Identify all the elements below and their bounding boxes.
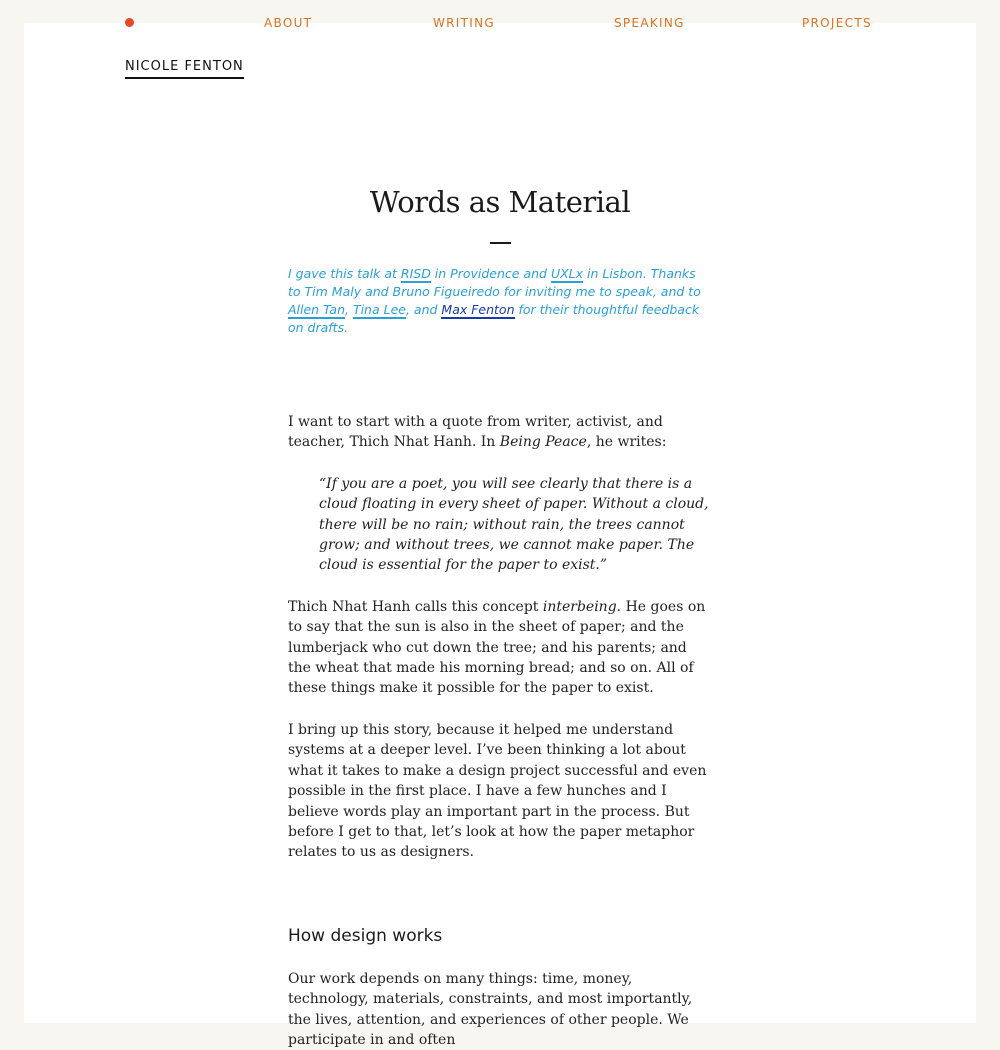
nav-item-projects[interactable]: PROJECTS [802, 16, 872, 30]
article [288, 180, 712, 1050]
paragraph-interbeing [288, 597, 712, 699]
max-fenton-link[interactable]: Max Fenton [441, 302, 515, 317]
credits-text: , [345, 302, 353, 317]
allen-tan-link[interactable]: Allen Tan [288, 302, 345, 317]
uxlx-link[interactable]: UXLx [550, 266, 584, 281]
page-title: Words as Material [369, 185, 631, 219]
credits-text: I gave this talk at [288, 266, 401, 281]
paragraph-design-works: Our work depends on many things: time, money, technology, materials, constraints, and most importantly, the lives, attention, and experiences of other people. We participate in and often [288, 970, 693, 1048]
top-navigation [0, 0, 1000, 30]
paragraph-systems: I bring up this story, because it helped me understand systems at a deeper level. I’ve been thinking a lot about what it takes to make a design project successful and even possible in the first place. I have a few hunches and I believe words play an important part in the process. But before I get to that, let’s look at how the paper metaphor relates to us as designers. [288, 721, 707, 861]
nav-item-speaking[interactable]: SPEAKING [614, 16, 685, 30]
book-title-emphasis: Being Peace [499, 434, 587, 451]
risd-link[interactable]: RISD [400, 266, 431, 281]
concept-emphasis: interbeing [542, 598, 617, 615]
talk-credits [288, 265, 712, 337]
section-heading: How design works [288, 925, 443, 946]
credits-text: in Providence and [430, 266, 551, 281]
paragraph-text: , he writes: [586, 434, 667, 451]
nav-item-writing[interactable]: WRITING [433, 16, 495, 30]
nav-item-about[interactable]: ABOUT [264, 16, 313, 30]
paragraph-text: I want to start with a quote from writer, activist, and teacher, Thich Nhat Hanh. In [288, 414, 663, 451]
paragraph-text: Thich Nhat Hanh calls this concept [288, 598, 543, 615]
tina-lee-link[interactable]: Tina Lee [352, 302, 406, 317]
site-name-link[interactable]: NICOLE FENTON [125, 58, 244, 79]
credits-text: in Lisbon. Thanks to Tim Maly and Bruno Figueiredo for inviting me to speak, and to [288, 266, 701, 299]
credits-text: , and [405, 302, 442, 317]
paragraph-text: . He goes on to say that the sun is also in the sheet of paper; and the lumberjack who cut down the tree; and his parents; and the wheat that made his morning bread; and so on. All of these things make it possible for the paper to exist. [288, 598, 706, 697]
credits-text: for their thoughtful feedback on drafts. [288, 302, 700, 335]
paragraph-intro [288, 412, 712, 453]
title-divider [490, 242, 511, 244]
quote-block: “If you are a poet, you will see clearly that there is a cloud floating in every sheet of paper. Without a cloud, there will be no rain; without rain, the trees cannot grow; and without trees, we cannot make paper. The cloud is essential for the paper to exist.” [319, 475, 709, 574]
home-dot-icon[interactable] [125, 18, 134, 27]
